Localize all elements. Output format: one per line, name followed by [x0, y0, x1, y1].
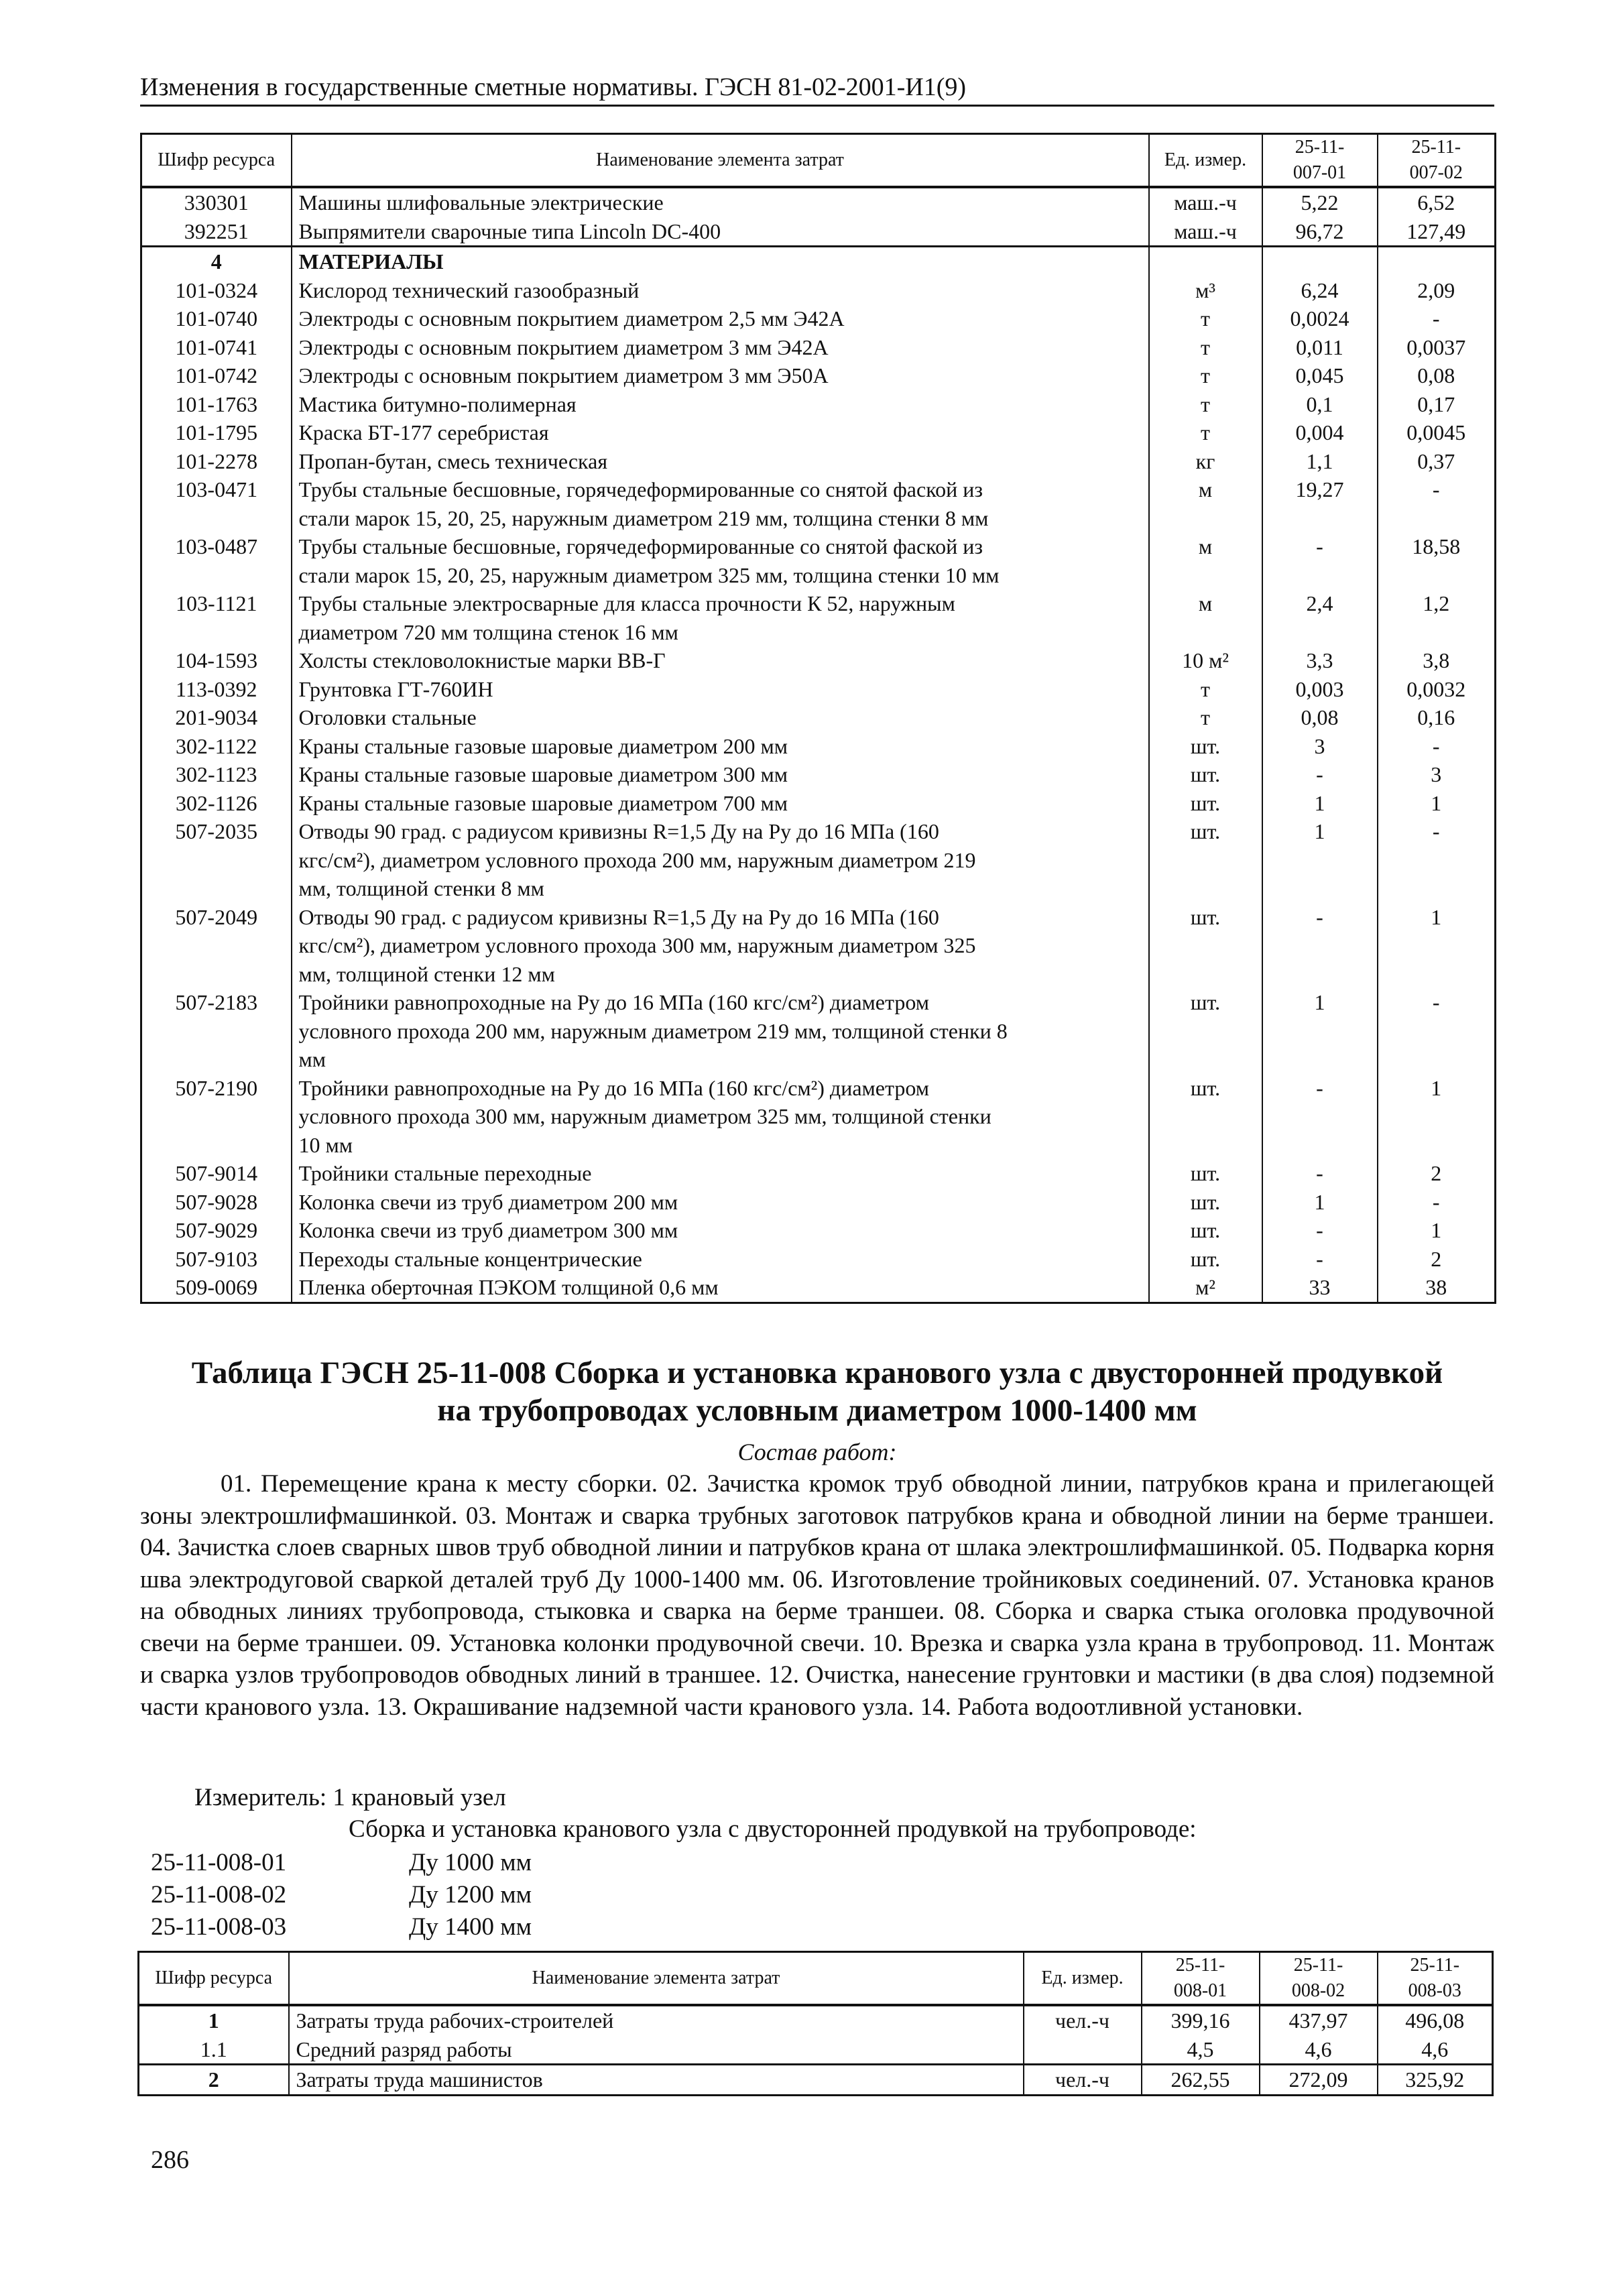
table-row [141, 817, 1496, 903]
unit: кг [1149, 447, 1262, 476]
value: 0,0024 [1262, 304, 1378, 333]
norm-codes-list [151, 1847, 532, 1943]
value: 0,045 [1262, 361, 1378, 390]
resource-code: 103-0471 [141, 475, 292, 532]
table-row [141, 361, 1496, 390]
value [1262, 247, 1378, 276]
table-row [141, 447, 1496, 476]
column-header: 25-11- 008-03 [1378, 1952, 1493, 2006]
table-title-line-2: на трубопроводах условным диаметром 1000-1400 мм [437, 1393, 1197, 1428]
unit: шт. [1149, 760, 1262, 789]
unit: шт. [1149, 789, 1262, 818]
unit: м³ [1149, 276, 1262, 305]
resource-code: 103-0487 [141, 532, 292, 589]
table-row [141, 475, 1496, 532]
value: 38 [1378, 1273, 1496, 1303]
unit: шт. [1149, 988, 1262, 1074]
resource-name: Оголовки стальные [292, 703, 1149, 732]
measure-unit: Измеритель: 1 крановый узел [194, 1784, 506, 1811]
unit: шт. [1149, 1159, 1262, 1188]
table-row [141, 675, 1496, 704]
table-row [141, 276, 1496, 305]
resource-name: Выпрямители сварочные типа Lincoln DC-400 [292, 217, 1149, 247]
resource-code: 113-0392 [141, 675, 292, 704]
value: 3 [1262, 732, 1378, 761]
resource-code: 1 [139, 2005, 289, 2035]
value: 1 [1262, 988, 1378, 1074]
value: - [1262, 903, 1378, 989]
norm-diameter: Ду 1400 мм [409, 1913, 532, 1941]
column-header: 25-11- 007-02 [1378, 134, 1496, 188]
resource-code: 101-0324 [141, 276, 292, 305]
resources-table-008 [137, 1951, 1494, 2096]
table-row [141, 1074, 1496, 1160]
unit: т [1149, 675, 1262, 704]
value: 2,4 [1262, 589, 1378, 646]
unit: чел.-ч [1024, 2065, 1142, 2096]
unit: маш.-ч [1149, 217, 1262, 247]
unit: м [1149, 475, 1262, 532]
value: 0,08 [1262, 703, 1378, 732]
resource-name: Краны стальные газовые шаровые диаметром 700 мм [292, 789, 1149, 818]
value: - [1378, 817, 1496, 903]
value: 3 [1378, 760, 1496, 789]
value: - [1262, 1216, 1378, 1245]
value: 0,08 [1378, 361, 1496, 390]
table-row [141, 1159, 1496, 1188]
value: 0,0032 [1378, 675, 1496, 704]
resource-code: 101-2278 [141, 447, 292, 476]
value: 1 [1262, 789, 1378, 818]
table-row [141, 333, 1496, 362]
value: 399,16 [1142, 2005, 1260, 2035]
value: - [1262, 1245, 1378, 1274]
table-title-line-1: Таблица ГЭСН 25-11-008 Сборка и установка кранового узла с двусторонней продувкой [191, 1355, 1443, 1390]
unit: т [1149, 390, 1262, 419]
value: 0,1 [1262, 390, 1378, 419]
value: - [1262, 760, 1378, 789]
resource-name: МАТЕРИАЛЫ [292, 247, 1149, 276]
resource-name: Тройники равнопроходные на Ру до 16 МПа (160 кгс/см²) диаметром условного прохода 300 мм, наружным диаметром 325 мм, толщиной стенки 10 мм [292, 1074, 1149, 1160]
norm-code: 25-11-008-02 [151, 1881, 287, 1909]
resource-name: Колонка свечи из труб диаметром 200 мм [292, 1188, 1149, 1217]
value: 2,09 [1378, 276, 1496, 305]
table-row [141, 703, 1496, 732]
resource-name: Электроды с основным покрытием диаметром 3 мм Э42А [292, 333, 1149, 362]
unit: 10 м² [1149, 646, 1262, 675]
value: 4,5 [1142, 2035, 1260, 2065]
column-header: Наименование элемента затрат [289, 1952, 1024, 2006]
value: 6,52 [1378, 187, 1496, 217]
value: 3,3 [1262, 646, 1378, 675]
resource-name: Трубы стальные электросварные для класса прочности К 52, наружным диаметром 720 мм толщина стенок 16 мм [292, 589, 1149, 646]
unit: т [1149, 361, 1262, 390]
resource-name: Отводы 90 град. с радиусом кривизны R=1,5 Ду на Ру до 16 МПа (160 кгс/см²), диаметром условного прохода 200 мм, наружным диаметром 219 мм, толщиной стенки 8 мм [292, 817, 1149, 903]
resource-name: Трубы стальные бесшовные, горячедеформированные со снятой фаской из стали марок 15, 20, 25, наружным диаметром 325 мм, толщина стенки 10 мм [292, 532, 1149, 589]
column-header: Ед. измер. [1149, 134, 1262, 188]
value: 1 [1262, 817, 1378, 903]
column-header: Ед. измер. [1024, 1952, 1142, 2006]
value: 0,003 [1262, 675, 1378, 704]
value: - [1378, 475, 1496, 532]
norm-code: 25-11-008-01 [151, 1849, 287, 1876]
value: 0,0037 [1378, 333, 1496, 362]
value: 0,37 [1378, 447, 1496, 476]
value: 5,22 [1262, 187, 1378, 217]
value: 96,72 [1262, 217, 1378, 247]
unit [1024, 2035, 1142, 2065]
resource-code: 302-1123 [141, 760, 292, 789]
value: 2 [1378, 1159, 1496, 1188]
resource-code: 104-1593 [141, 646, 292, 675]
resource-name: Грунтовка ГТ-760ИН [292, 675, 1149, 704]
unit: шт. [1149, 1216, 1262, 1245]
table-row [141, 760, 1496, 789]
resource-name: Переходы стальные концентрические [292, 1245, 1149, 1274]
column-header: Шифр ресурса [139, 1952, 289, 2006]
table-row [139, 2005, 1493, 2035]
resource-code: 1.1 [139, 2035, 289, 2065]
resource-code: 302-1122 [141, 732, 292, 761]
resource-code: 101-1795 [141, 418, 292, 447]
column-header: Шифр ресурса [141, 134, 292, 188]
resource-name: Краны стальные газовые шаровые диаметром 300 мм [292, 760, 1149, 789]
table-row [141, 988, 1496, 1074]
table-row [141, 217, 1496, 247]
value: 437,97 [1260, 2005, 1378, 2035]
resource-name: Холсты стекловолокнистые марки ВВ-Г [292, 646, 1149, 675]
resource-name: Затраты труда машинистов [289, 2065, 1024, 2096]
page-number: 286 [151, 2146, 189, 2174]
norm-code: 25-11-008-03 [151, 1913, 287, 1941]
column-header: Наименование элемента затрат [292, 134, 1149, 188]
value: 325,92 [1378, 2065, 1493, 2096]
unit: т [1149, 703, 1262, 732]
unit: т [1149, 304, 1262, 333]
value: 496,08 [1378, 2005, 1493, 2035]
resource-code: 507-9028 [141, 1188, 292, 1217]
value: 1 [1378, 1216, 1496, 1245]
norms-subtitle: Сборка и установка кранового узла с двусторонней продувкой на трубопроводе: [349, 1815, 1197, 1843]
value: 1 [1378, 903, 1496, 989]
table-row [141, 903, 1496, 989]
norm-diameter: Ду 1200 мм [409, 1881, 532, 1909]
table-row [141, 1273, 1496, 1303]
table-row [141, 1216, 1496, 1245]
unit: т [1149, 418, 1262, 447]
unit: м² [1149, 1273, 1262, 1303]
table-row [141, 732, 1496, 761]
resource-name: Средний разряд работы [289, 2035, 1024, 2065]
unit: шт. [1149, 903, 1262, 989]
unit: шт. [1149, 732, 1262, 761]
table-row [141, 247, 1496, 276]
unit: шт. [1149, 1074, 1262, 1160]
norm-code-item [151, 1847, 532, 1879]
resource-name: Тройники равнопроходные на Ру до 16 МПа (160 кгс/см²) диаметром условного прохода 200 мм, наружным диаметром 219 мм, толщиной стенки 8 мм [292, 988, 1149, 1074]
resource-code: 509-0069 [141, 1273, 292, 1303]
value: - [1378, 304, 1496, 333]
resources-table-007 [140, 133, 1496, 1304]
unit: шт. [1149, 1188, 1262, 1217]
unit: т [1149, 333, 1262, 362]
resource-name: Краны стальные газовые шаровые диаметром 200 мм [292, 732, 1149, 761]
norm-code-item [151, 1879, 532, 1911]
unit: м [1149, 589, 1262, 646]
resource-code: 101-0742 [141, 361, 292, 390]
resource-code: 330301 [141, 187, 292, 217]
column-header: 25-11- 008-01 [1142, 1952, 1260, 2006]
resource-name: Колонка свечи из труб диаметром 300 мм [292, 1216, 1149, 1245]
norm-diameter: Ду 1000 мм [409, 1849, 532, 1876]
column-header: 25-11- 008-02 [1260, 1952, 1378, 2006]
resource-code: 507-9029 [141, 1216, 292, 1245]
value: 4,6 [1378, 2035, 1493, 2065]
resource-name: Пропан-бутан, смесь техническая [292, 447, 1149, 476]
resource-code: 2 [139, 2065, 289, 2096]
value: 1,1 [1262, 447, 1378, 476]
table-row [141, 304, 1496, 333]
running-header: Изменения в государственные сметные нормативы. ГЭСН 81-02-2001-И1(9) [140, 72, 1494, 107]
value: 2 [1378, 1245, 1496, 1274]
value: 0,17 [1378, 390, 1496, 419]
value: 1 [1378, 1074, 1496, 1160]
resource-name: Кислород технический газообразный [292, 276, 1149, 305]
table-row [141, 789, 1496, 818]
resource-name: Пленка оберточная ПЭКОМ толщиной 0,6 мм [292, 1273, 1149, 1303]
resource-code: 507-9014 [141, 1159, 292, 1188]
resource-name: Отводы 90 град. с радиусом кривизны R=1,5 Ду на Ру до 16 МПа (160 кгс/см²), диаметром условного прохода 300 мм, наружным диаметром 325 мм, толщиной стенки 12 мм [292, 903, 1149, 989]
value: 0,16 [1378, 703, 1496, 732]
value: 0,004 [1262, 418, 1378, 447]
resource-name: Тройники стальные переходные [292, 1159, 1149, 1188]
resource-name: Трубы стальные бесшовные, горячедеформированные со снятой фаской из стали марок 15, 20, 25, наружным диаметром 219 мм, толщина стенки 8 мм [292, 475, 1149, 532]
table-row [141, 390, 1496, 419]
value: 262,55 [1142, 2065, 1260, 2096]
value: 6,24 [1262, 276, 1378, 305]
value: 1 [1262, 1188, 1378, 1217]
table-title [140, 1354, 1494, 1429]
unit: м [1149, 532, 1262, 589]
table-row [141, 1245, 1496, 1274]
resource-code: 392251 [141, 217, 292, 247]
value: 272,09 [1260, 2065, 1378, 2096]
unit [1149, 247, 1262, 276]
resource-code: 507-2183 [141, 988, 292, 1074]
resource-name: Машины шлифовальные электрические [292, 187, 1149, 217]
resource-code: 201-9034 [141, 703, 292, 732]
value: 4,6 [1260, 2035, 1378, 2065]
table-row [141, 532, 1496, 589]
value: - [1262, 1159, 1378, 1188]
unit: шт. [1149, 1245, 1262, 1274]
table-row [139, 2065, 1493, 2096]
table-row [141, 187, 1496, 217]
resource-code: 507-2190 [141, 1074, 292, 1160]
value: - [1262, 1074, 1378, 1160]
column-header: 25-11- 007-01 [1262, 134, 1378, 188]
composition-text: 01. Перемещение крана к месту сборки. 02. Зачистка кромок труб обводной линии, патрубков крана и прилегающей зоны электрошлифмашинкой. 03. Монтаж и сварка трубных заготовок патрубков крана и обводной линии на берме траншеи. 04. Зачистка слоев сварных швов труб обводной линии и патрубков крана от шлака электрошлифмашинкой. 05. Подварка корня шва электродуговой сваркой деталей труб Ду 1000-1400 мм. 06. Изготовление тройниковых соединений. 07. Установка кранов на обводных линиях трубопровода, стыковка и сварка на берме траншеи. 08. Сборка и сварка стыка оголовка продувочной свечи на берме траншеи. 09. Установка колонки продувочной свечи. 10. Врезка и сварка узла крана в трубопровод. 11. Монтаж и сварка узлов трубопроводов обводных линий в траншее. 12. Очистка, нанесение грунтовки и мастики (в два слоя) подземной части кранового узла. 13. Окрашивание надземной части кранового узла. 14. Работа водоотливной установки. [140, 1470, 1494, 1721]
value: 19,27 [1262, 475, 1378, 532]
unit: маш.-ч [1149, 187, 1262, 217]
table-row [141, 646, 1496, 675]
resource-name: Электроды с основным покрытием диаметром 3 мм Э50А [292, 361, 1149, 390]
resource-code: 507-2035 [141, 817, 292, 903]
value: - [1378, 1188, 1496, 1217]
table-row [141, 1188, 1496, 1217]
composition-label: Состав работ: [737, 1439, 897, 1465]
value: 3,8 [1378, 646, 1496, 675]
resource-code: 507-9103 [141, 1245, 292, 1274]
resource-name: Затраты труда рабочих-строителей [289, 2005, 1024, 2035]
resource-code: 103-1121 [141, 589, 292, 646]
value: 18,58 [1378, 532, 1496, 589]
value: 0,0045 [1378, 418, 1496, 447]
value [1378, 247, 1496, 276]
value: 1 [1378, 789, 1496, 818]
resource-name: Мастика битумно-полимерная [292, 390, 1149, 419]
resource-code: 101-1763 [141, 390, 292, 419]
resource-code: 101-0741 [141, 333, 292, 362]
value: - [1262, 532, 1378, 589]
unit: чел.-ч [1024, 2005, 1142, 2035]
value: 127,49 [1378, 217, 1496, 247]
norm-code-item [151, 1911, 532, 1943]
value: 33 [1262, 1273, 1378, 1303]
resource-code: 4 [141, 247, 292, 276]
unit: шт. [1149, 817, 1262, 903]
resource-name: Электроды с основным покрытием диаметром 2,5 мм Э42А [292, 304, 1149, 333]
table-row [139, 2035, 1493, 2065]
value: - [1378, 988, 1496, 1074]
table-row [141, 418, 1496, 447]
value: 0,011 [1262, 333, 1378, 362]
resource-name: Краска БТ-177 серебристая [292, 418, 1149, 447]
value: 1,2 [1378, 589, 1496, 646]
resource-code: 101-0740 [141, 304, 292, 333]
resource-code: 507-2049 [141, 903, 292, 989]
value: - [1378, 732, 1496, 761]
table-row [141, 589, 1496, 646]
resource-code: 302-1126 [141, 789, 292, 818]
